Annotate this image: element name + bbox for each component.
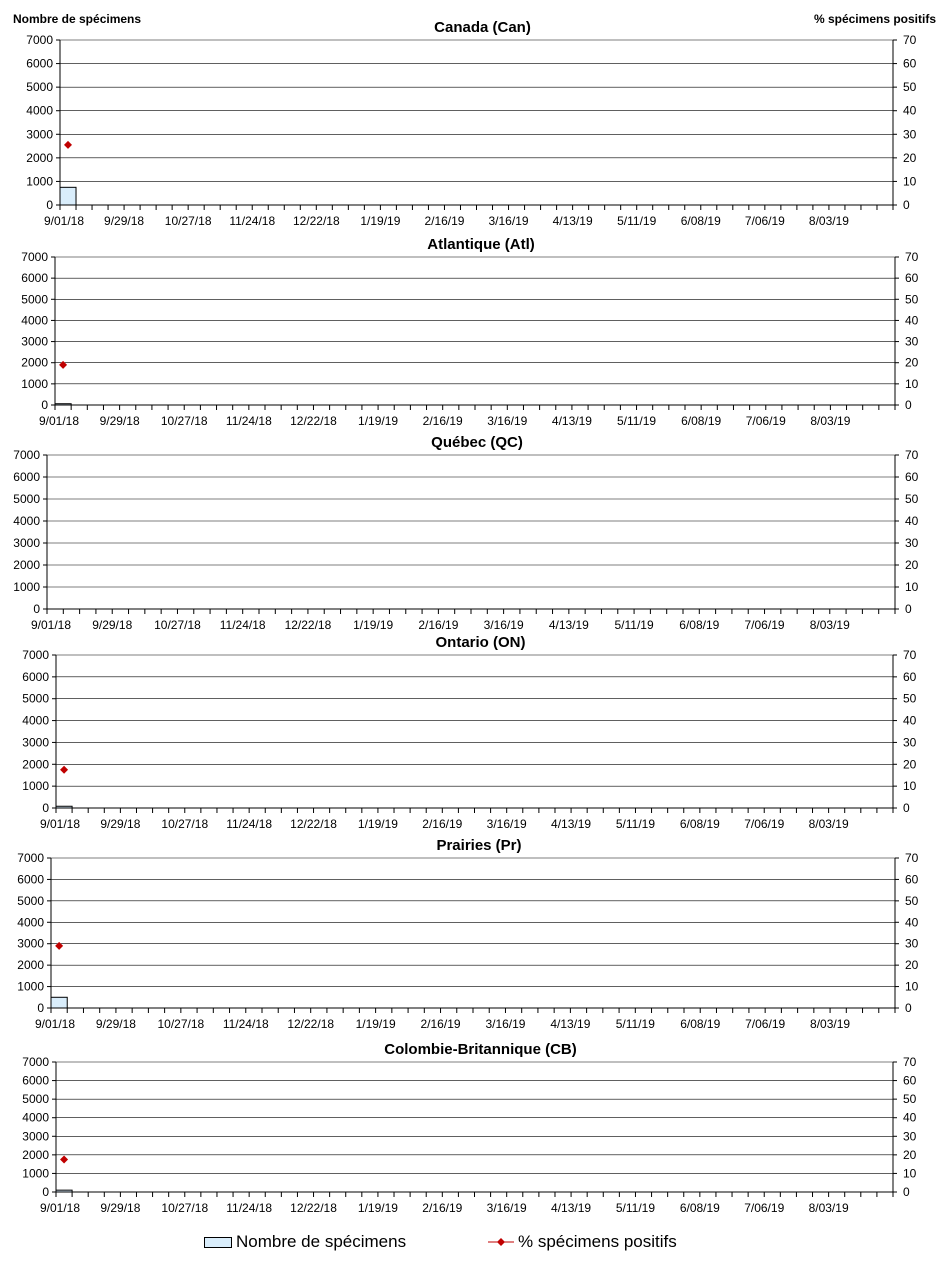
x-tick-label: 12/22/18 (290, 414, 337, 428)
bar (51, 997, 67, 1008)
x-tick-label: 3/16/19 (487, 414, 528, 428)
x-tick-label: 12/22/18 (292, 214, 340, 228)
y-right-tick-label: 20 (905, 958, 919, 973)
right-axis-title: % spécimens positifs (813, 12, 936, 26)
x-tick-label: 1/19/19 (357, 1201, 398, 1215)
y-right-tick-label: 40 (905, 514, 919, 528)
x-tick-label: 2/16/19 (424, 214, 465, 228)
y-right-tick-label: 70 (903, 1055, 917, 1069)
y-right-tick-label: 30 (903, 735, 917, 750)
y-left-tick-label: 5000 (13, 492, 40, 506)
x-tick-label: 6/08/19 (680, 1017, 721, 1031)
y-right-tick-label: 70 (905, 448, 919, 462)
x-tick-label: 2/16/19 (422, 414, 463, 428)
y-right-tick-label: 20 (903, 1147, 917, 1162)
y-left-tick-label: 6000 (17, 872, 44, 887)
y-right-tick-label: 10 (905, 376, 919, 391)
y-right-tick-label: 20 (903, 150, 917, 165)
legend (0, 1232, 944, 1256)
y-left-tick-label: 7000 (13, 448, 40, 462)
x-tick-label: 12/22/18 (290, 1201, 337, 1215)
pct-point (64, 141, 72, 149)
x-tick-label: 9/01/18 (38, 414, 80, 428)
x-tick-label: 8/03/19 (810, 414, 851, 428)
y-left-tick-label: 3000 (26, 127, 53, 142)
y-left-tick-label: 5000 (22, 691, 49, 706)
y-left-tick-label: 7000 (22, 1055, 49, 1069)
y-left-tick-label: 1000 (26, 174, 53, 189)
chart-title: Colombie-Britannique (CB) (384, 1041, 577, 1058)
y-left-tick-label: 0 (42, 801, 49, 815)
x-tick-label: 7/06/19 (744, 618, 785, 632)
y-left-tick-label: 5000 (17, 893, 44, 908)
x-tick-label: 8/03/19 (810, 1017, 851, 1031)
x-tick-label: 7/06/19 (744, 1201, 785, 1215)
y-right-tick-label: 10 (903, 1166, 917, 1181)
y-right-tick-label: 50 (905, 893, 919, 908)
x-tick-label: 9/29/18 (92, 618, 133, 632)
x-tick-label: 5/11/19 (614, 618, 654, 632)
x-tick-label: 2/16/19 (420, 1017, 461, 1031)
chart-panel (22, 634, 916, 831)
y-left-tick-label: 3000 (21, 334, 48, 349)
pct-point (59, 361, 67, 369)
y-right-tick-label: 20 (905, 558, 919, 572)
y-right-tick-label: 40 (903, 103, 917, 118)
bar (56, 806, 72, 808)
y-left-tick-label: 1000 (22, 779, 49, 794)
x-tick-label: 9/01/18 (43, 214, 85, 228)
y-right-tick-label: 60 (905, 872, 919, 887)
x-tick-label: 4/13/19 (552, 214, 593, 228)
x-tick-label: 12/22/18 (290, 817, 337, 831)
x-tick-label: 2/16/19 (418, 618, 459, 632)
x-tick-label: 10/27/18 (161, 817, 209, 831)
y-right-tick-label: 60 (905, 470, 919, 484)
chart-title: Ontario (ON) (435, 634, 526, 651)
x-tick-label: 11/24/18 (229, 214, 276, 228)
chart-panel (13, 434, 918, 632)
y-left-tick-label: 2000 (22, 757, 49, 772)
pct-point (60, 766, 68, 774)
y-left-tick-label: 4000 (22, 1110, 49, 1125)
x-tick-label: 9/29/18 (95, 1017, 136, 1031)
y-right-tick-label: 20 (903, 757, 917, 772)
y-left-tick-label: 2000 (13, 558, 40, 572)
x-tick-label: 9/01/18 (30, 618, 72, 632)
y-right-tick-label: 10 (905, 979, 919, 994)
y-right-tick-label: 20 (905, 355, 919, 370)
x-tick-label: 1/19/19 (360, 214, 401, 228)
y-right-tick-label: 60 (903, 56, 917, 71)
y-right-tick-label: 50 (905, 492, 919, 506)
x-tick-label: 7/06/19 (745, 1017, 786, 1031)
x-tick-label: 2/16/19 (422, 817, 463, 831)
x-tick-label: 3/16/19 (485, 1017, 526, 1031)
x-tick-label: 10/27/18 (161, 1201, 209, 1215)
x-tick-label: 6/08/19 (679, 817, 720, 831)
x-tick-label: 5/11/19 (616, 414, 657, 428)
x-tick-label: 7/06/19 (744, 214, 785, 228)
y-left-tick-label: 2000 (26, 150, 53, 165)
y-left-tick-label: 2000 (21, 355, 48, 370)
x-tick-label: 11/24/18 (226, 1201, 273, 1215)
pct-point (55, 942, 63, 950)
chart-panel (17, 837, 918, 1031)
x-tick-label: 6/08/19 (679, 1201, 720, 1215)
chart-panel (22, 1041, 916, 1215)
x-tick-label: 10/27/18 (154, 618, 201, 632)
x-tick-label: 7/06/19 (745, 414, 786, 428)
x-tick-label: 11/24/18 (226, 817, 273, 831)
y-left-tick-label: 5000 (22, 1092, 49, 1107)
x-tick-label: 5/11/19 (615, 1201, 656, 1215)
x-tick-label: 9/29/18 (104, 214, 145, 228)
x-tick-label: 11/24/18 (219, 618, 266, 632)
y-left-tick-label: 6000 (22, 669, 49, 684)
chart-panel (26, 19, 916, 228)
y-right-tick-label: 0 (905, 1001, 912, 1015)
y-left-tick-label: 3000 (13, 536, 40, 550)
y-left-tick-label: 6000 (13, 470, 40, 484)
x-tick-label: 1/19/19 (355, 1017, 396, 1031)
chart-title: Québec (QC) (431, 434, 523, 451)
y-right-tick-label: 70 (903, 33, 917, 47)
y-left-tick-label: 2000 (22, 1147, 49, 1162)
y-right-tick-label: 0 (905, 398, 912, 412)
y-right-tick-label: 0 (905, 602, 912, 616)
y-right-tick-label: 0 (903, 801, 910, 815)
y-left-tick-label: 7000 (21, 250, 48, 264)
x-tick-label: 3/16/19 (486, 817, 527, 831)
x-tick-label: 9/01/18 (39, 817, 81, 831)
y-right-tick-label: 30 (903, 127, 917, 142)
y-left-tick-label: 4000 (13, 514, 40, 528)
y-left-tick-label: 5000 (21, 292, 48, 307)
y-left-tick-label: 6000 (21, 271, 48, 286)
y-left-tick-label: 1000 (13, 580, 40, 594)
x-tick-label: 3/16/19 (486, 1201, 527, 1215)
y-left-tick-label: 4000 (17, 915, 44, 930)
y-right-tick-label: 10 (905, 580, 919, 594)
y-right-tick-label: 40 (903, 713, 917, 728)
y-left-tick-label: 0 (46, 198, 53, 212)
legend-bars-label: Nombre de spécimens (236, 1232, 407, 1251)
x-tick-label: 11/24/18 (222, 1017, 269, 1031)
y-right-tick-label: 70 (905, 250, 919, 264)
x-tick-label: 6/08/19 (681, 414, 722, 428)
y-left-tick-label: 0 (41, 398, 48, 412)
x-tick-label: 7/06/19 (744, 817, 785, 831)
y-right-tick-label: 40 (905, 313, 919, 328)
y-left-tick-label: 4000 (26, 103, 53, 118)
x-tick-label: 8/03/19 (809, 618, 850, 632)
y-left-tick-label: 1000 (17, 979, 44, 994)
y-right-tick-label: 70 (903, 648, 917, 662)
bar (55, 404, 71, 405)
bar-swatch-icon (204, 1237, 232, 1248)
x-tick-label: 8/03/19 (808, 817, 849, 831)
x-tick-label: 12/22/18 (287, 1017, 335, 1031)
x-tick-label: 3/16/19 (483, 618, 524, 632)
y-right-tick-label: 50 (905, 292, 919, 307)
x-tick-label: 4/13/19 (551, 817, 592, 831)
y-right-tick-label: 40 (905, 915, 919, 930)
y-right-tick-label: 10 (903, 174, 917, 189)
y-left-tick-label: 5000 (26, 80, 53, 95)
y-left-tick-label: 2000 (17, 958, 44, 973)
x-tick-label: 4/13/19 (551, 1201, 592, 1215)
y-right-tick-label: 60 (903, 1073, 917, 1088)
x-tick-label: 9/29/18 (100, 817, 141, 831)
y-left-tick-label: 6000 (22, 1073, 49, 1088)
diamond-marker-icon (488, 1236, 514, 1248)
x-tick-label: 11/24/18 (225, 414, 272, 428)
y-left-tick-label: 7000 (26, 33, 53, 47)
y-left-tick-label: 4000 (21, 313, 48, 328)
legend-pct-label: % spécimens positifs (518, 1232, 677, 1251)
x-tick-label: 4/13/19 (550, 1017, 591, 1031)
x-tick-label: 8/03/19 (808, 214, 849, 228)
chart-title: Canada (Can) (434, 19, 531, 36)
x-tick-label: 6/08/19 (679, 618, 720, 632)
y-left-tick-label: 1000 (22, 1166, 49, 1181)
y-right-tick-label: 40 (903, 1110, 917, 1125)
y-left-tick-label: 1000 (21, 376, 48, 391)
x-tick-label: 9/29/18 (99, 414, 140, 428)
legend-item-bars (204, 1232, 406, 1252)
x-tick-label: 1/19/19 (353, 618, 394, 632)
x-tick-label: 2/16/19 (422, 1201, 463, 1215)
y-right-tick-label: 60 (905, 271, 919, 286)
y-left-tick-label: 6000 (26, 56, 53, 71)
x-tick-label: 9/01/18 (39, 1201, 81, 1215)
y-right-tick-label: 30 (905, 536, 919, 550)
x-tick-label: 5/11/19 (617, 214, 657, 228)
chart-title: Prairies (Pr) (436, 837, 522, 854)
y-right-tick-label: 50 (903, 691, 917, 706)
y-right-tick-label: 50 (903, 1092, 917, 1107)
y-right-tick-label: 0 (903, 198, 910, 212)
bar (56, 1190, 72, 1192)
y-right-tick-label: 0 (903, 1185, 910, 1199)
left-axis-title: Nombre de spécimens (13, 12, 142, 26)
y-left-tick-label: 3000 (22, 735, 49, 750)
y-left-tick-label: 7000 (17, 851, 44, 865)
chart-panel (21, 236, 918, 428)
legend-item-pct (488, 1232, 677, 1252)
x-tick-label: 10/27/18 (160, 414, 208, 428)
x-tick-label: 9/01/18 (34, 1017, 76, 1031)
y-right-tick-label: 60 (903, 669, 917, 684)
x-tick-label: 10/27/18 (157, 1017, 205, 1031)
y-right-tick-label: 10 (903, 779, 917, 794)
y-left-tick-label: 4000 (22, 713, 49, 728)
x-tick-label: 5/11/19 (615, 1017, 655, 1031)
bar (60, 187, 76, 205)
x-tick-label: 3/16/19 (488, 214, 529, 228)
x-tick-label: 1/19/19 (358, 414, 399, 428)
y-left-tick-label: 3000 (22, 1129, 49, 1144)
x-tick-label: 6/08/19 (680, 214, 721, 228)
y-left-tick-label: 0 (33, 602, 40, 616)
y-right-tick-label: 50 (903, 80, 917, 95)
y-right-tick-label: 30 (905, 936, 919, 951)
y-right-tick-label: 30 (905, 334, 919, 349)
x-tick-label: 4/13/19 (551, 414, 592, 428)
x-tick-label: 9/29/18 (100, 1201, 141, 1215)
y-left-tick-label: 0 (42, 1185, 49, 1199)
y-left-tick-label: 3000 (17, 936, 44, 951)
y-left-tick-label: 7000 (22, 648, 49, 662)
y-right-tick-label: 70 (905, 851, 919, 865)
x-tick-label: 10/27/18 (164, 214, 212, 228)
chart-title: Atlantique (Atl) (427, 236, 535, 253)
y-right-tick-label: 30 (903, 1129, 917, 1144)
pct-point (60, 1156, 68, 1164)
x-tick-label: 5/11/19 (615, 817, 656, 831)
x-tick-label: 4/13/19 (548, 618, 589, 632)
x-tick-label: 1/19/19 (357, 817, 398, 831)
x-tick-label: 12/22/18 (284, 618, 332, 632)
x-tick-label: 8/03/19 (808, 1201, 849, 1215)
y-left-tick-label: 0 (37, 1001, 44, 1015)
